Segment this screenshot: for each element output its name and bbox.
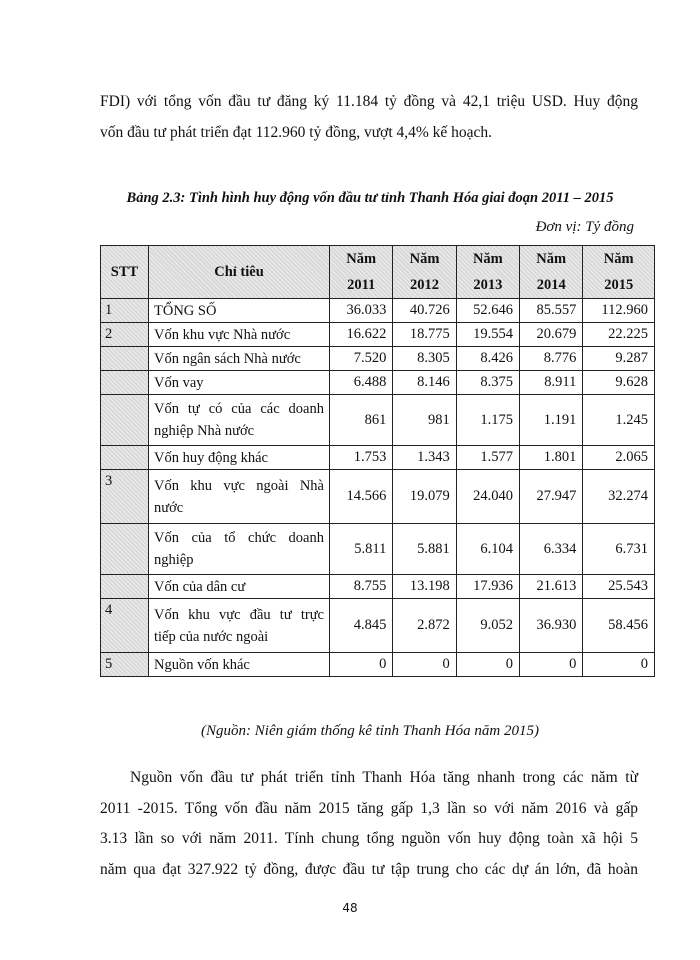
cell-value: 0	[330, 653, 393, 677]
cell-value: 4.845	[330, 599, 393, 653]
cell-stt	[101, 347, 149, 371]
cell-value: 7.520	[330, 347, 393, 371]
cell-stt	[101, 575, 149, 599]
cell-value: 6.334	[520, 524, 583, 575]
cell-value: 52.646	[456, 299, 519, 323]
cell-value: 981	[393, 395, 456, 446]
cell-value: 1.577	[456, 446, 519, 470]
header-stt: STT	[101, 246, 149, 299]
cell-indicator: Vốn của tổ chức doanh nghiệp	[149, 524, 330, 575]
cell-value: 19.079	[393, 470, 456, 524]
cell-value: 9.628	[583, 371, 655, 395]
cell-value: 18.775	[393, 323, 456, 347]
cell-stt	[101, 395, 149, 446]
investment-table	[100, 245, 655, 677]
table-caption: Bảng 2.3: Tình hình huy động vốn đầu tư tỉnh Thanh Hóa giai đoạn 2011 – 2015	[126, 190, 614, 206]
cell-value: 16.622	[330, 323, 393, 347]
cell-value: 21.613	[520, 575, 583, 599]
table-row	[101, 347, 655, 371]
cell-value: 40.726	[393, 299, 456, 323]
cell-value: 9.052	[456, 599, 519, 653]
page-number: 48	[342, 901, 358, 915]
table-row	[101, 524, 655, 575]
table-row	[101, 371, 655, 395]
paragraph-line: 3.13 lần so với năm 2011. Tính chung tổng nguồn vốn huy động toàn xã hội 5	[100, 830, 638, 847]
cell-value: 5.881	[393, 524, 456, 575]
header-year: Năm 2012	[393, 246, 456, 299]
table-source: (Nguồn: Niên giám thống kê tỉnh Thanh Hóa năm 2015)	[201, 723, 539, 739]
cell-value: 1.191	[520, 395, 583, 446]
cell-value: 8.146	[393, 371, 456, 395]
table-row	[101, 323, 655, 347]
header-indicator: Chỉ tiêu	[149, 246, 330, 299]
cell-value: 6.731	[583, 524, 655, 575]
cell-indicator: Vốn ngân sách Nhà nước	[149, 347, 330, 371]
cell-value: 25.543	[583, 575, 655, 599]
cell-value: 20.679	[520, 323, 583, 347]
cell-value: 27.947	[520, 470, 583, 524]
cell-value: 0	[583, 653, 655, 677]
cell-value: 2.065	[583, 446, 655, 470]
cell-value: 58.456	[583, 599, 655, 653]
cell-value: 1.753	[330, 446, 393, 470]
cell-value: 2.872	[393, 599, 456, 653]
cell-indicator: Vốn khu vực ngoài Nhà nước	[149, 470, 330, 524]
cell-value: 0	[393, 653, 456, 677]
cell-indicator: Nguồn vốn khác	[149, 653, 330, 677]
cell-value: 0	[456, 653, 519, 677]
cell-value: 32.274	[583, 470, 655, 524]
cell-stt: 2	[101, 323, 149, 347]
cell-value: 85.557	[520, 299, 583, 323]
table-row	[101, 446, 655, 470]
cell-value: 13.198	[393, 575, 456, 599]
cell-indicator: Vốn của dân cư	[149, 575, 330, 599]
table-row	[101, 653, 655, 677]
cell-value: 1.245	[583, 395, 655, 446]
cell-value: 8.911	[520, 371, 583, 395]
paragraph-line: Nguồn vốn đầu tư phát triển tỉnh Thanh Hóa tăng nhanh trong các năm từ	[130, 769, 638, 786]
cell-indicator: Vốn khu vực Nhà nước	[149, 323, 330, 347]
cell-stt	[101, 371, 149, 395]
paragraph-line: FDI) với tổng vốn đầu tư đăng ký 11.184 tỷ đồng và 42,1 triệu USD. Huy động	[100, 93, 638, 110]
table-row	[101, 299, 655, 323]
cell-value: 8.776	[520, 347, 583, 371]
cell-value: 22.225	[583, 323, 655, 347]
header-year: Năm 2015	[583, 246, 655, 299]
cell-stt: 4	[101, 599, 149, 653]
table-unit: Đơn vị: Tỷ đồng	[535, 219, 634, 235]
table-row	[101, 599, 655, 653]
cell-value: 5.811	[330, 524, 393, 575]
cell-stt: 1	[101, 299, 149, 323]
cell-value: 19.554	[456, 323, 519, 347]
cell-value: 8.755	[330, 575, 393, 599]
intro-paragraph	[100, 86, 638, 148]
cell-stt	[101, 446, 149, 470]
cell-value: 112.960	[583, 299, 655, 323]
cell-value: 14.566	[330, 470, 393, 524]
cell-value: 1.343	[393, 446, 456, 470]
table-row	[101, 395, 655, 446]
cell-value: 1.175	[456, 395, 519, 446]
cell-value: 36.033	[330, 299, 393, 323]
paragraph-line: vốn đầu tư phát triển đạt 112.960 tỷ đồng, vượt 4,4% kế hoạch.	[100, 124, 493, 141]
cell-stt	[101, 524, 149, 575]
cell-value: 9.287	[583, 347, 655, 371]
cell-value: 6.488	[330, 371, 393, 395]
cell-value: 17.936	[456, 575, 519, 599]
cell-indicator: Vốn tự có của các doanh nghiệp Nhà nước	[149, 395, 330, 446]
table-row	[101, 470, 655, 524]
cell-indicator: Vốn khu vực đầu tư trực tiếp của nước ngoài	[149, 599, 330, 653]
cell-value: 36.930	[520, 599, 583, 653]
header-year: Năm 2014	[520, 246, 583, 299]
cell-value: 8.305	[393, 347, 456, 371]
cell-indicator: Vốn huy động khác	[149, 446, 330, 470]
cell-value: 0	[520, 653, 583, 677]
header-year: Năm 2013	[456, 246, 519, 299]
table-row	[101, 575, 655, 599]
cell-indicator: TỔNG SỐ	[149, 299, 330, 323]
cell-indicator: Vốn vay	[149, 371, 330, 395]
cell-value: 8.375	[456, 371, 519, 395]
header-year: Năm 2011	[330, 246, 393, 299]
cell-stt: 5	[101, 653, 149, 677]
cell-value: 8.426	[456, 347, 519, 371]
cell-value: 24.040	[456, 470, 519, 524]
cell-value: 861	[330, 395, 393, 446]
cell-stt: 3	[101, 470, 149, 524]
paragraph-line: năm qua đạt 327.922 tỷ đồng, được đầu tư tập trung cho các dự án lớn, đã hoàn	[100, 860, 638, 878]
cell-value: 6.104	[456, 524, 519, 575]
cell-value: 1.801	[520, 446, 583, 470]
table-header-row	[101, 246, 655, 299]
paragraph-line: 2011 -2015. Tổng vốn đầu năm 2015 tăng gấp 1,3 lần so với năm 2016 và gấp	[100, 799, 638, 817]
analysis-paragraph	[100, 763, 638, 885]
